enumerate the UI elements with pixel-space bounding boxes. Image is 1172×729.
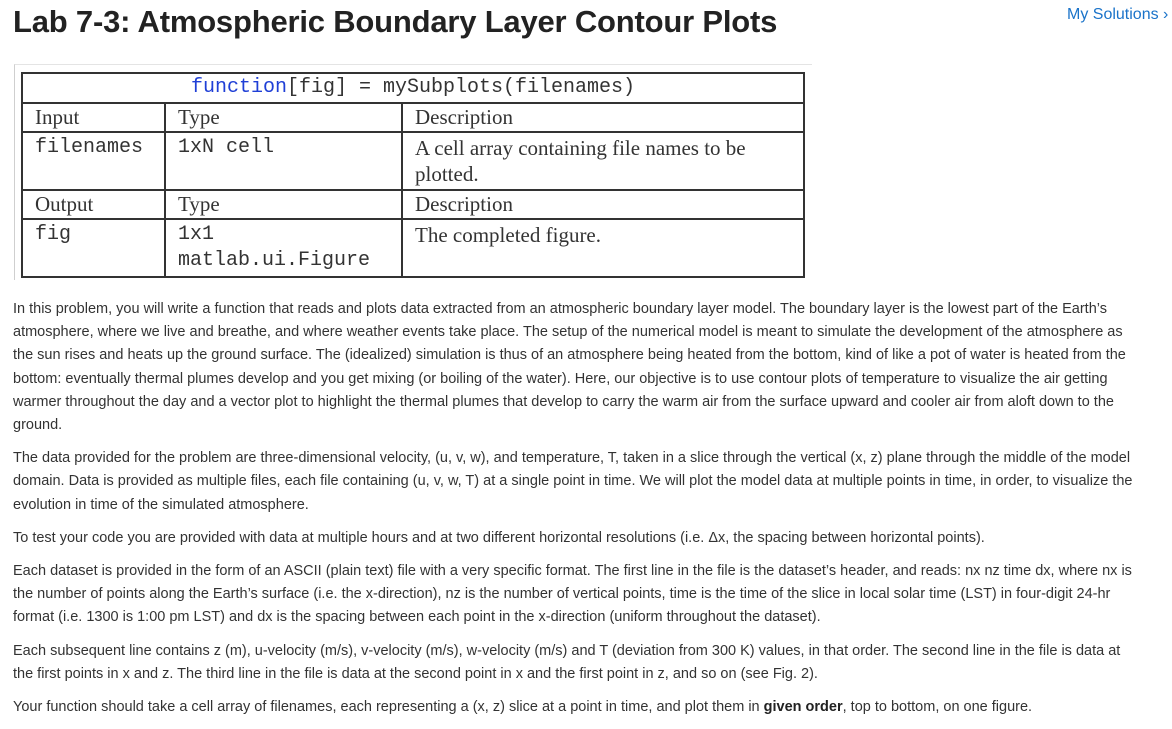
function-signature-table [21, 72, 805, 278]
function-keyword: function [190, 76, 287, 99]
table-row [22, 219, 804, 277]
output-header: Output [22, 190, 165, 219]
output-type-line1: 1x1 [178, 223, 215, 246]
table-row [22, 132, 804, 190]
output-type-line2: matlab.ui.Figure [178, 249, 371, 272]
output-name: fig [22, 219, 165, 277]
paragraph-testing: To test your code you are provided with data at multiple hours and at two different horizontal resolutions (i.e. Δx, the spacing between horizontal points). [13, 529, 985, 546]
input-description-header: Description [402, 103, 804, 132]
input-type-header: Type [165, 103, 402, 132]
input-type: 1xN cell [165, 132, 402, 190]
page-title: Lab 7-3: Atmospheric Boundary Layer Contour Plots [13, 4, 778, 39]
output-type [165, 219, 402, 277]
output-type-header: Type [165, 190, 402, 219]
paragraph-data: The data provided for the problem are three-dimensional velocity, (u, v, w), and temperature, T, taken in a slice through the vertical (x, z) plane through the middle of the model domain. Data is provided as multiple files, each file containing (u, v, w, T) at a single point in time. We will plot the model data at multiple points in time, in order, to visualize the evolution in time of the simulated atmosphere. [13, 450, 1133, 513]
problem-description [13, 298, 1133, 729]
function-declaration: [fig] = mySubplots(filenames) [286, 76, 636, 99]
output-description: The completed figure. [402, 219, 804, 277]
output-description-header: Description [402, 190, 804, 219]
paragraph-function-end: , top to bottom, on one figure. [842, 699, 1033, 716]
my-solutions-link[interactable]: My Solutions › [1067, 6, 1169, 23]
function-signature [22, 73, 804, 103]
paragraph-function [13, 696, 1133, 719]
paragraph-intro: In this problem, you will write a function that reads and plots data extracted from an atmospheric boundary layer model. The boundary layer is the lowest part of the Earth’s atmosphere, where we live and breathe, and where weather events take place. The setup of the numerical model is meant to simulate the development of the atmosphere as the sun rises and heats up the ground surface. The (idealized) simulation is thus of an atmosphere being heated from the bottom, kind of like a pot of water is heated from the bottom: eventually thermal plumes develop and you get mixing (or boiling of the water). Here, our objective is to use contour plots of temperature to visualize the air getting warmer throughout the day and a vector plot to highlight the thermal plumes that develop to carry the warm air from the surface upward and cooler air from aloft down to the ground. [13, 301, 1126, 434]
paragraph-format: Each dataset is provided in the form of an ASCII (plain text) file with a very specific format. The first line in the file is the dataset’s header, and reads: nx nz time dx, where nx is the number of points along the Earth’s surface (i.e. the x-direction), nz is the number of vertical points, time is the time of the slice in local solar time (LST) in four-digit 24-hr format (i.e. 1300 is 1:00 pm LST) and dx is the spacing between each point in the x-direction (uniform throughout the dataset). [13, 563, 1132, 626]
paragraph-lines: Each subsequent line contains z (m), u-velocity (m/s), v-velocity (m/s), w-velocity (m/s) and T (deviation from 300 K) values, in that order. The second line in the file is data at the first points in x and z. The third line in the file is data at the second point in x and the first point in z, and so on (see Fig. 2). [13, 642, 1121, 682]
input-description: A cell array containing file names to be plotted. [402, 132, 804, 190]
input-header: Input [22, 103, 165, 132]
input-name: filenames [22, 132, 165, 190]
paragraph-function-start: Your function should take a cell array of filenames, each representing a (x, z) slice at a point in time, and plot them in [13, 699, 764, 716]
paragraph-function-bold: given order [763, 699, 843, 716]
